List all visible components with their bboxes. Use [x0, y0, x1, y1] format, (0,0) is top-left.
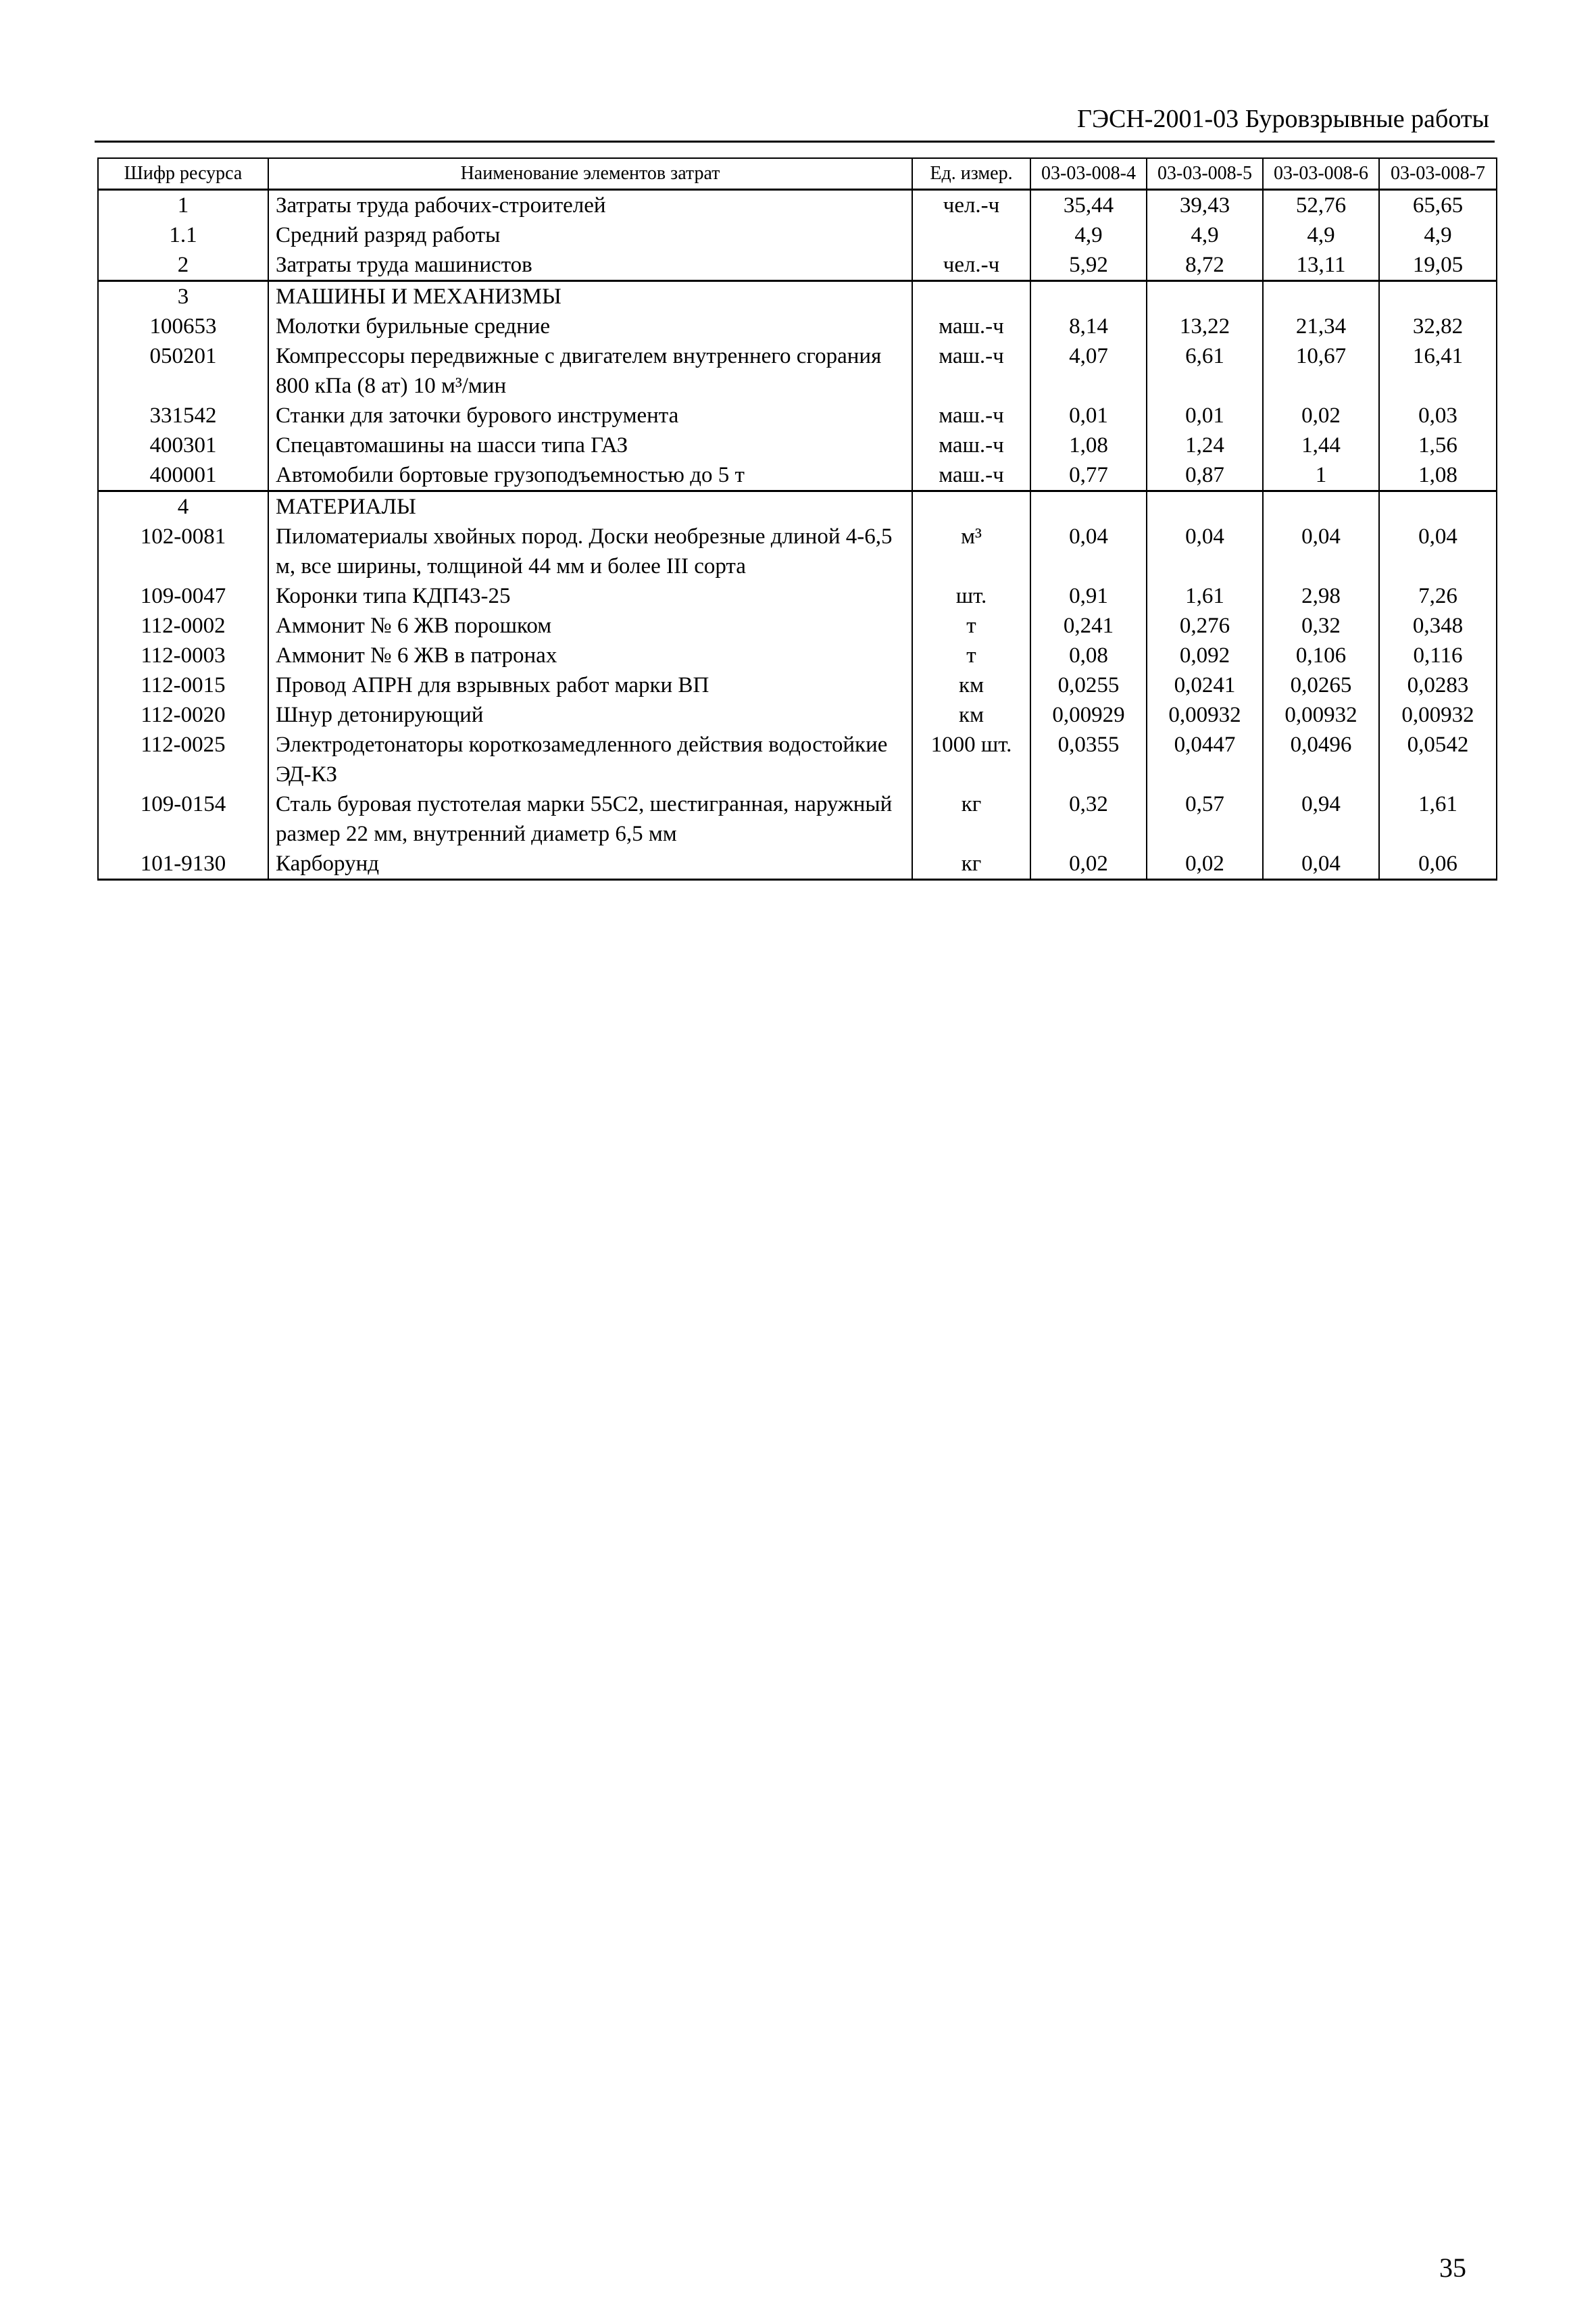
cell-value-1	[1030, 281, 1147, 312]
cell-unit: м³	[912, 522, 1030, 581]
cell-value-4: 0,04	[1379, 522, 1497, 581]
cell-value-4: 0,06	[1379, 849, 1497, 880]
table-row	[98, 341, 1497, 401]
cell-value-3: 0,94	[1263, 789, 1379, 849]
cell-code: 4	[98, 491, 268, 522]
cell-code: 400301	[98, 430, 268, 460]
cell-value-4: 1,61	[1379, 789, 1497, 849]
page-number: 35	[1439, 2253, 1466, 2283]
col-header-c4: 03-03-008-7	[1379, 158, 1497, 190]
cell-value-2: 0,01	[1147, 401, 1263, 430]
cell-value-1: 4,9	[1030, 220, 1147, 250]
cell-value-2: 0,02	[1147, 849, 1263, 880]
cell-value-2: 0,276	[1147, 611, 1263, 641]
cell-resource-name: Автомобили бортовые грузоподъемностью до 5 т	[268, 460, 912, 491]
cell-value-4: 0,03	[1379, 401, 1497, 430]
cell-value-2: 0,092	[1147, 641, 1263, 670]
cell-value-3: 4,9	[1263, 220, 1379, 250]
cell-value-3: 2,98	[1263, 581, 1379, 611]
cell-value-1: 0,0355	[1030, 730, 1147, 789]
table-body	[98, 190, 1497, 880]
col-header-name: Наименование элементов затрат	[268, 158, 912, 190]
table-row	[98, 730, 1497, 789]
cell-unit: маш.-ч	[912, 430, 1030, 460]
cell-value-3: 13,11	[1263, 250, 1379, 281]
cell-value-4: 32,82	[1379, 312, 1497, 341]
cell-unit: км	[912, 700, 1030, 730]
col-header-code: Шифр ресурса	[98, 158, 268, 190]
cell-code: 1.1	[98, 220, 268, 250]
cell-value-2: 1,24	[1147, 430, 1263, 460]
cell-value-1: 0,0255	[1030, 670, 1147, 700]
cell-value-2: 0,00932	[1147, 700, 1263, 730]
cell-resource-name: Средний разряд работы	[268, 220, 912, 250]
cell-value-1: 0,91	[1030, 581, 1147, 611]
cell-value-1: 0,02	[1030, 849, 1147, 880]
table-row	[98, 670, 1497, 700]
cell-unit: т	[912, 641, 1030, 670]
cell-value-1: 0,04	[1030, 522, 1147, 581]
col-header-c1: 03-03-008-4	[1030, 158, 1147, 190]
cell-code: 1	[98, 190, 268, 221]
cell-value-3: 0,32	[1263, 611, 1379, 641]
cell-value-3: 0,04	[1263, 849, 1379, 880]
cell-code: 331542	[98, 401, 268, 430]
cell-value-2	[1147, 281, 1263, 312]
cell-value-4	[1379, 491, 1497, 522]
cell-resource-name: Сталь буровая пустотелая марки 55С2, шестигранная, наружный размер 22 мм, внутренний диаметр 6,5 мм	[268, 789, 912, 849]
cell-value-1: 0,32	[1030, 789, 1147, 849]
table-row	[98, 581, 1497, 611]
cell-value-4: 0,0283	[1379, 670, 1497, 700]
cell-code: 112-0003	[98, 641, 268, 670]
cell-value-1: 35,44	[1030, 190, 1147, 221]
cell-resource-name: Молотки бурильные средние	[268, 312, 912, 341]
table-row	[98, 430, 1497, 460]
cell-value-2: 1,61	[1147, 581, 1263, 611]
cell-code: 112-0020	[98, 700, 268, 730]
cell-resource-name: Аммонит № 6 ЖВ порошком	[268, 611, 912, 641]
cell-value-3	[1263, 281, 1379, 312]
cell-value-3: 10,67	[1263, 341, 1379, 401]
cell-value-4: 4,9	[1379, 220, 1497, 250]
cell-value-1: 4,07	[1030, 341, 1147, 401]
table-row	[98, 401, 1497, 430]
cell-resource-name: Спецавтомашины на шасси типа ГАЗ	[268, 430, 912, 460]
document-title: ГЭСН-2001-03 Буровзрывные работы	[1076, 105, 1489, 133]
cell-unit: 1000 шт.	[912, 730, 1030, 789]
cell-value-4: 0,0542	[1379, 730, 1497, 789]
cell-value-4: 65,65	[1379, 190, 1497, 221]
cell-value-4: 1,56	[1379, 430, 1497, 460]
cell-code: 112-0002	[98, 611, 268, 641]
cell-value-2	[1147, 491, 1263, 522]
cell-unit: шт.	[912, 581, 1030, 611]
table-row	[98, 250, 1497, 281]
cell-value-1: 0,00929	[1030, 700, 1147, 730]
cell-value-3: 0,02	[1263, 401, 1379, 430]
cell-resource-name: Аммонит № 6 ЖВ в патронах	[268, 641, 912, 670]
cell-value-2: 0,57	[1147, 789, 1263, 849]
cell-value-3: 0,04	[1263, 522, 1379, 581]
cell-code: 112-0015	[98, 670, 268, 700]
cell-resource-name: Провод АПРН для взрывных работ марки ВП	[268, 670, 912, 700]
cell-code: 3	[98, 281, 268, 312]
cell-code: 100653	[98, 312, 268, 341]
cell-unit	[912, 281, 1030, 312]
cell-resource-name: Электродетонаторы короткозамедленного действия водостойкие ЭД-КЗ	[268, 730, 912, 789]
page-header	[95, 101, 1495, 143]
cell-value-2: 0,0241	[1147, 670, 1263, 700]
cell-value-4: 0,348	[1379, 611, 1497, 641]
cell-unit: маш.-ч	[912, 312, 1030, 341]
cell-resource-name: Коронки типа КДП43-25	[268, 581, 912, 611]
cell-value-4: 0,00932	[1379, 700, 1497, 730]
table-row	[98, 849, 1497, 880]
cell-value-2: 13,22	[1147, 312, 1263, 341]
cell-unit	[912, 491, 1030, 522]
cell-value-4: 0,116	[1379, 641, 1497, 670]
cell-code: 400001	[98, 460, 268, 491]
cell-unit: чел.-ч	[912, 250, 1030, 281]
cell-unit: чел.-ч	[912, 190, 1030, 221]
cell-value-3: 0,0496	[1263, 730, 1379, 789]
cell-value-1: 0,01	[1030, 401, 1147, 430]
table-row	[98, 611, 1497, 641]
cell-value-2: 0,0447	[1147, 730, 1263, 789]
table-row	[98, 220, 1497, 250]
cell-value-1: 1,08	[1030, 430, 1147, 460]
col-header-c2: 03-03-008-5	[1147, 158, 1263, 190]
cell-resource-name: Шнур детонирующий	[268, 700, 912, 730]
cell-value-4: 1,08	[1379, 460, 1497, 491]
table-row	[98, 190, 1497, 221]
cell-value-4: 19,05	[1379, 250, 1497, 281]
cell-unit: км	[912, 670, 1030, 700]
cell-resource-name: МАШИНЫ И МЕХАНИЗМЫ	[268, 281, 912, 312]
cell-resource-name: Пиломатериалы хвойных пород. Доски необрезные длиной 4-6,5 м, все ширины, толщиной 44 мм и более III сорта	[268, 522, 912, 581]
table-row	[98, 700, 1497, 730]
cell-value-3: 1	[1263, 460, 1379, 491]
cell-value-3: 0,106	[1263, 641, 1379, 670]
cell-code: 050201	[98, 341, 268, 401]
cell-unit: маш.-ч	[912, 460, 1030, 491]
cell-value-4: 16,41	[1379, 341, 1497, 401]
cell-value-1: 5,92	[1030, 250, 1147, 281]
cell-value-2: 4,9	[1147, 220, 1263, 250]
cell-value-1	[1030, 491, 1147, 522]
cell-resource-name: Затраты труда машинистов	[268, 250, 912, 281]
cell-code: 109-0047	[98, 581, 268, 611]
cell-value-1: 0,77	[1030, 460, 1147, 491]
table-header-row	[98, 158, 1497, 190]
cell-value-1: 0,08	[1030, 641, 1147, 670]
cell-value-2: 39,43	[1147, 190, 1263, 221]
cell-value-2: 8,72	[1147, 250, 1263, 281]
cell-code: 2	[98, 250, 268, 281]
cell-unit: т	[912, 611, 1030, 641]
cell-code: 112-0025	[98, 730, 268, 789]
cell-value-3: 21,34	[1263, 312, 1379, 341]
cell-code: 102-0081	[98, 522, 268, 581]
cell-resource-name: Затраты труда рабочих-строителей	[268, 190, 912, 221]
table-row	[98, 281, 1497, 312]
cell-value-2: 0,87	[1147, 460, 1263, 491]
col-header-c3: 03-03-008-6	[1263, 158, 1379, 190]
cell-value-4	[1379, 281, 1497, 312]
cell-resource-name: Станки для заточки бурового инструмента	[268, 401, 912, 430]
cell-resource-name: МАТЕРИАЛЫ	[268, 491, 912, 522]
col-header-unit: Ед. измер.	[912, 158, 1030, 190]
cell-unit: кг	[912, 849, 1030, 880]
cell-unit	[912, 220, 1030, 250]
cell-value-3: 52,76	[1263, 190, 1379, 221]
cell-value-1: 8,14	[1030, 312, 1147, 341]
cell-code: 109-0154	[98, 789, 268, 849]
cell-unit: кг	[912, 789, 1030, 849]
resource-table	[97, 157, 1497, 881]
cell-unit: маш.-ч	[912, 341, 1030, 401]
cell-unit: маш.-ч	[912, 401, 1030, 430]
table-row	[98, 522, 1497, 581]
table-row	[98, 460, 1497, 491]
table-row	[98, 491, 1497, 522]
cell-code: 101-9130	[98, 849, 268, 880]
table-row	[98, 312, 1497, 341]
cell-value-4: 7,26	[1379, 581, 1497, 611]
cell-value-3: 0,00932	[1263, 700, 1379, 730]
cell-resource-name: Компрессоры передвижные с двигателем внутреннего сгорания 800 кПа (8 ат) 10 м³/мин	[268, 341, 912, 401]
cell-value-1: 0,241	[1030, 611, 1147, 641]
table-row	[98, 789, 1497, 849]
cell-value-3: 0,0265	[1263, 670, 1379, 700]
cell-value-3: 1,44	[1263, 430, 1379, 460]
cell-value-2: 6,61	[1147, 341, 1263, 401]
cell-value-3	[1263, 491, 1379, 522]
cell-resource-name: Карборунд	[268, 849, 912, 880]
table-row	[98, 641, 1497, 670]
cell-value-2: 0,04	[1147, 522, 1263, 581]
